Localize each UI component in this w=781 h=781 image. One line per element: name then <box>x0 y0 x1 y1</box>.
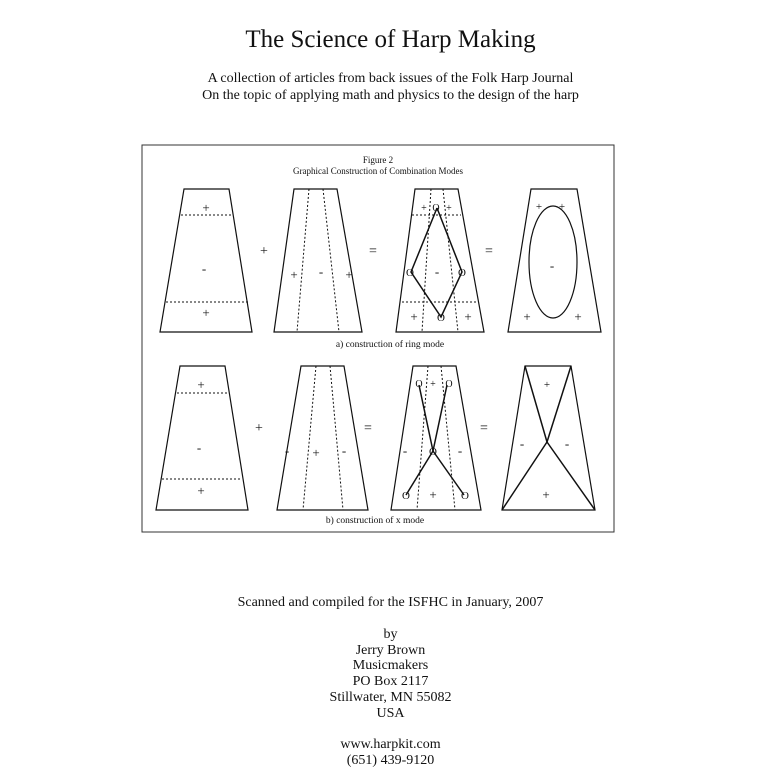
country: USA <box>376 706 405 721</box>
sign-plus: + <box>429 487 437 502</box>
node-o: O <box>458 267 466 279</box>
sign-plus: + <box>464 309 472 324</box>
node-o: O <box>402 490 410 502</box>
sign-plus: + <box>312 445 320 460</box>
website-link[interactable]: www.harpkit.com <box>340 737 441 752</box>
sign-plus: + <box>543 379 551 391</box>
sign-plus: + <box>290 267 298 282</box>
subtitle-line-1: A collection of articles from back issues of the Folk Harp Journal <box>207 71 574 86</box>
sign-plus: + <box>202 200 210 215</box>
page-title: The Science of Harp Making <box>245 26 536 53</box>
company-name: Musicmakers <box>352 658 429 673</box>
subtitle-line-2: On the topic of applying math and physics to the design of the harp <box>202 88 579 103</box>
sign-plus: + <box>202 305 210 320</box>
sign-plus: + <box>574 309 582 324</box>
figure-caption: Graphical Construction of Combination Modes <box>293 166 463 176</box>
sign-minus: - <box>196 440 202 455</box>
sign-plus: + <box>410 309 418 324</box>
ring-mode-panel-2 <box>274 189 362 332</box>
sign-plus: + <box>345 267 353 282</box>
node-o: O <box>406 267 414 279</box>
node-o: O <box>445 379 453 390</box>
sign-plus: + <box>542 487 550 502</box>
sign-minus: - <box>519 436 525 451</box>
ring-mode-caption: a) construction of ring mode <box>335 340 445 350</box>
sign-plus: + <box>197 483 205 498</box>
operator-equals: = <box>485 244 493 259</box>
sign-minus: - <box>564 436 570 451</box>
operator-plus: + <box>260 244 268 259</box>
sign-minus: - <box>201 261 207 276</box>
sign-plus: + <box>523 309 531 324</box>
scan-note: Scanned and compiled for the ISFHC in January, 2007 <box>237 595 544 610</box>
sign-minus: - <box>284 443 290 458</box>
operator-equals: = <box>364 421 372 436</box>
author-name: Jerry Brown <box>355 643 426 658</box>
by-label: by <box>383 627 398 642</box>
sign-plus: + <box>535 201 543 213</box>
figure-number: Figure 2 <box>362 155 394 165</box>
operator-equals: = <box>369 244 377 259</box>
node-o: O <box>432 203 440 214</box>
sign-plus: + <box>421 203 427 214</box>
sign-minus: - <box>402 443 408 458</box>
x-mode-caption: b) construction of x mode <box>325 516 425 526</box>
sign-plus: + <box>197 377 205 392</box>
city-state-zip: Stillwater, MN 55082 <box>329 690 452 705</box>
sign-minus: - <box>318 264 324 279</box>
operator-plus: + <box>255 421 263 436</box>
node-o: O <box>461 490 469 502</box>
phone-number: (651) 439-9120 <box>346 753 435 768</box>
sign-minus: - <box>457 443 463 458</box>
ring-mode-panel-4 <box>508 189 601 332</box>
sign-minus: - <box>434 264 440 279</box>
node-o: O <box>437 312 445 324</box>
figure-border <box>142 145 614 532</box>
operator-equals: = <box>480 421 488 436</box>
sign-minus: - <box>341 443 347 458</box>
node-o: O <box>429 446 437 458</box>
sign-plus: + <box>558 201 566 213</box>
sign-plus: + <box>446 203 452 214</box>
x-mode-panel-2 <box>277 366 368 510</box>
sign-minus: - <box>549 258 555 273</box>
po-box: PO Box 2117 <box>352 674 429 689</box>
node-o: O <box>415 379 423 390</box>
sign-plus: + <box>430 379 436 390</box>
